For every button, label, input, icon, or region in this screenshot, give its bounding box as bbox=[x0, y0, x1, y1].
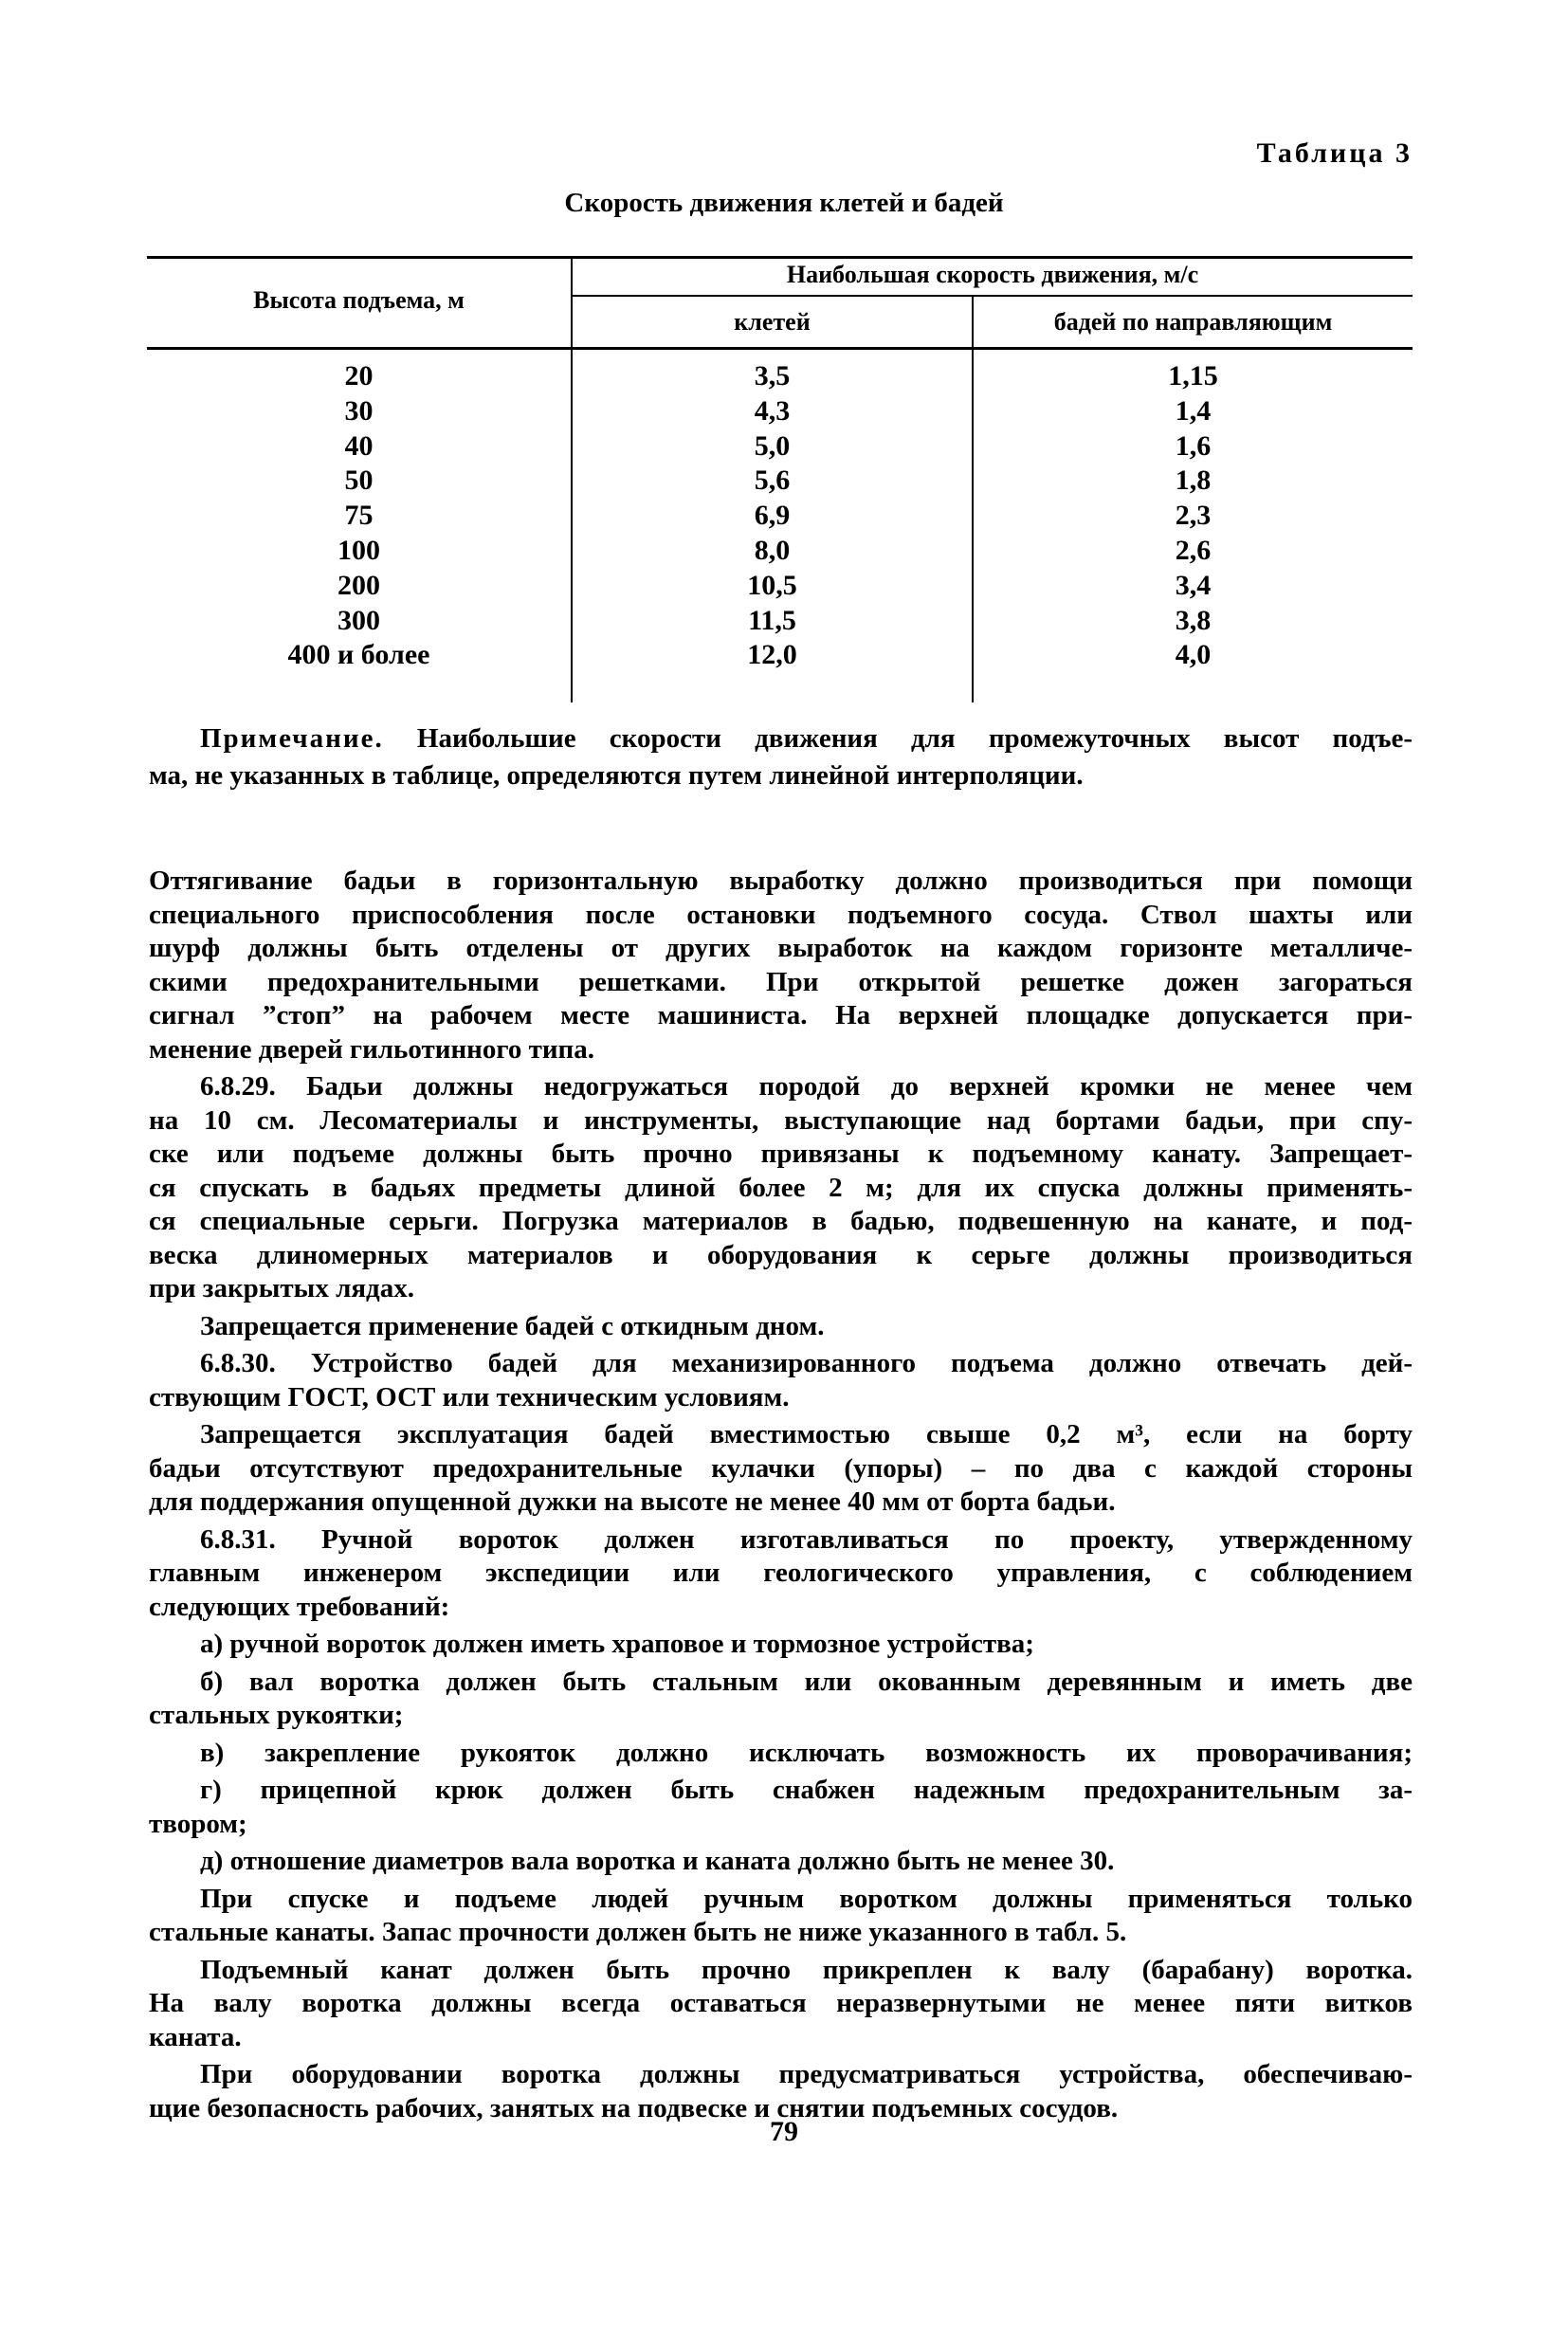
header-speed-group: Наибольшая скорость движения, м/с bbox=[786, 261, 1199, 288]
text-line: ствующим ГОСТ, ОСТ или техническим условиям. bbox=[149, 1381, 790, 1412]
table-note bbox=[149, 720, 1413, 794]
cell-cages-speed: 4,3 bbox=[754, 394, 791, 427]
text-line: При оборудовании воротка должны предусматриваться устройства, обеспечиваю- bbox=[200, 2059, 1413, 2089]
text-line: Запрещается эксплуатация бадей вместимостью свыше 0,2 м³, если на борту bbox=[200, 1419, 1413, 1449]
text-line: на 10 см. Лесоматериалы и инструменты, выступающие над бортами бадьи, при спу- bbox=[149, 1104, 1413, 1136]
text-line: а) ручной вороток должен иметь храповое и тормозное устройства; bbox=[200, 1629, 1034, 1659]
cell-cages-speed: 11,5 bbox=[748, 604, 796, 636]
cell-height: 20 bbox=[344, 360, 374, 392]
cell-buckets-speed: 2,3 bbox=[1175, 500, 1212, 532]
text-line: твором; bbox=[149, 1808, 247, 1839]
paragraph bbox=[149, 1347, 1413, 1414]
cell-cages-speed: 10,5 bbox=[747, 569, 797, 601]
text-line: менение дверей гильотинного типа. bbox=[149, 1033, 594, 1065]
text-line: главным инженером экспедиции или геологического управления, с соблюдением bbox=[149, 1558, 1413, 1588]
cell-buckets-speed: 2,6 bbox=[1175, 535, 1212, 566]
table-header-rule bbox=[147, 347, 1413, 350]
cell-height: 300 bbox=[337, 604, 380, 636]
text-line: при закрытых лядах. bbox=[149, 1273, 414, 1303]
paragraph bbox=[149, 1628, 1413, 1662]
cell-height: 200 bbox=[337, 569, 380, 601]
cell-height: 30 bbox=[344, 394, 374, 427]
text-line: специального приспособления после остановки подъемного сосуда. Ствол шахты или bbox=[149, 899, 1413, 930]
table-number: Таблица 3 bbox=[1256, 137, 1413, 169]
text-line: На валу воротка должны всегда оставаться неразвернутыми не менее пяти витков bbox=[149, 1988, 1413, 2018]
cell-height: 400 и более bbox=[287, 639, 430, 671]
paragraph bbox=[149, 1845, 1413, 1879]
paragraph bbox=[149, 1954, 1413, 2055]
header-height: Высота подъема, м bbox=[253, 286, 465, 314]
cell-buckets-speed: 1,6 bbox=[1175, 429, 1212, 462]
text-line: г) прицепной крюк должен быть снабжен надежным предохранительным за- bbox=[200, 1775, 1413, 1805]
page-number: 79 bbox=[770, 2116, 798, 2147]
cell-buckets-speed: 1,15 bbox=[1168, 360, 1218, 392]
text-line: ся спускать в бадьях предметы длиной более 2 м; для их спуска должны применять- bbox=[149, 1172, 1413, 1203]
text-line: стальных рукоятки; bbox=[149, 1700, 404, 1730]
text-line: щие безопасность рабочих, занятых на подвеске и снятии подъемных сосудов. bbox=[149, 2092, 1119, 2123]
text-line: сигнал ”стоп” на рабочем месте машиниста. На верхней площадке допускается при- bbox=[149, 1000, 1413, 1030]
text-line: стальные канаты. Запас прочности должен быть не ниже указанного в табл. 5. bbox=[149, 1917, 1127, 1947]
text-line: следующих требований: bbox=[149, 1591, 450, 1622]
paragraph bbox=[149, 1523, 1413, 1625]
paragraph bbox=[149, 1310, 1413, 1344]
header-cages: клетей bbox=[734, 308, 811, 336]
text-line: Подъемный канат должен быть прочно прикреплен к валу (барабану) воротка. bbox=[200, 1954, 1413, 1985]
cell-buckets-speed: 3,8 bbox=[1175, 604, 1212, 636]
cell-cages-speed: 5,0 bbox=[754, 429, 791, 462]
text-line: для поддержания опущенной дужки на высоте не менее 40 мм от борта бадьи. bbox=[149, 1486, 1116, 1517]
table-top-rule bbox=[147, 256, 1413, 259]
text-line: в) закрепление рукояток должно исключать возможность их проворачивания; bbox=[200, 1737, 1413, 1768]
cell-cages-speed: 6,9 bbox=[754, 500, 791, 532]
cell-height: 75 bbox=[344, 500, 374, 532]
text-line: каната. bbox=[149, 2021, 242, 2052]
paragraph bbox=[149, 1666, 1413, 1733]
table-caption: Скорость движения клетей и бадей bbox=[564, 188, 1004, 218]
text-line: Запрещается применение бадей с откидным дном. bbox=[200, 1310, 825, 1341]
paragraph bbox=[149, 1737, 1413, 1771]
text-line: бадьи отсутствуют предохранительные кулачки (упоры) – по два с каждой стороны bbox=[149, 1452, 1413, 1484]
cell-height: 50 bbox=[344, 465, 374, 497]
cell-height: 100 bbox=[337, 535, 380, 566]
body-text bbox=[149, 865, 1413, 2129]
paragraph bbox=[149, 1070, 1413, 1306]
cell-cages-speed: 8,0 bbox=[754, 535, 791, 566]
text-line: скими предохранительными решетками. При открытой решетке дожен загораться bbox=[149, 966, 1413, 997]
note-label: Примечание. bbox=[200, 723, 384, 754]
text-line: 6.8.30. Устройство бадей для механизированного подъема должно отвечать дей- bbox=[200, 1348, 1413, 1378]
text-line: При спуске и подъеме людей ручным воротком должны применяться только bbox=[200, 1883, 1413, 1914]
text-line: д) отношение диаметров вала воротка и каната должно быть не менее 30. bbox=[200, 1846, 1115, 1876]
cell-height: 40 bbox=[344, 429, 374, 462]
cell-cages-speed: 5,6 bbox=[754, 465, 791, 497]
paragraph bbox=[149, 1883, 1413, 1950]
text-line: шурф должны быть отделены от других выработок на каждом горизонте металличе- bbox=[149, 933, 1413, 963]
note-line: Примечание. Наибольшие скорости движения для промежуточных высот подъе- bbox=[200, 723, 1413, 754]
text-line: Оттягивание бадьи в горизонтальную выработку должно производиться при помощи bbox=[149, 866, 1413, 896]
cell-buckets-speed: 1,4 bbox=[1175, 394, 1212, 427]
header-buckets: бадей по направляющим bbox=[1053, 308, 1333, 336]
text-line: 6.8.29. Бадьи должны недогружаться породой до верхней кромки не менее чем bbox=[200, 1071, 1413, 1102]
text-line: ся специальные серьги. Погрузка материалов в бадью, подвешенную на канате, и под- bbox=[149, 1206, 1413, 1236]
cell-buckets-speed: 1,8 bbox=[1175, 465, 1212, 497]
table-subheader-rule bbox=[572, 295, 1413, 297]
paragraph bbox=[149, 865, 1413, 1066]
paragraph bbox=[149, 1774, 1413, 1841]
cell-buckets-speed: 4,0 bbox=[1175, 639, 1212, 671]
cell-cages-speed: 3,5 bbox=[754, 360, 791, 392]
paragraph bbox=[149, 1418, 1413, 1520]
cell-cages-speed: 12,0 bbox=[747, 639, 797, 671]
text-line: веска длиномерных материалов и оборудования к серьге должны производиться bbox=[149, 1239, 1413, 1270]
text-line: ске или подъеме должны быть прочно привязаны к подъемному канату. Запрещает- bbox=[149, 1139, 1413, 1169]
note-line: ма, не указанных в таблице, определяются путем линейной интерполяции. bbox=[149, 760, 1084, 791]
text-line: 6.8.31. Ручной вороток должен изготавливаться по проекту, утвержденному bbox=[200, 1523, 1413, 1555]
text-line: б) вал воротка должен быть стальным или окованным деревянным и иметь две bbox=[200, 1666, 1413, 1697]
cell-buckets-speed: 3,4 bbox=[1175, 569, 1212, 601]
